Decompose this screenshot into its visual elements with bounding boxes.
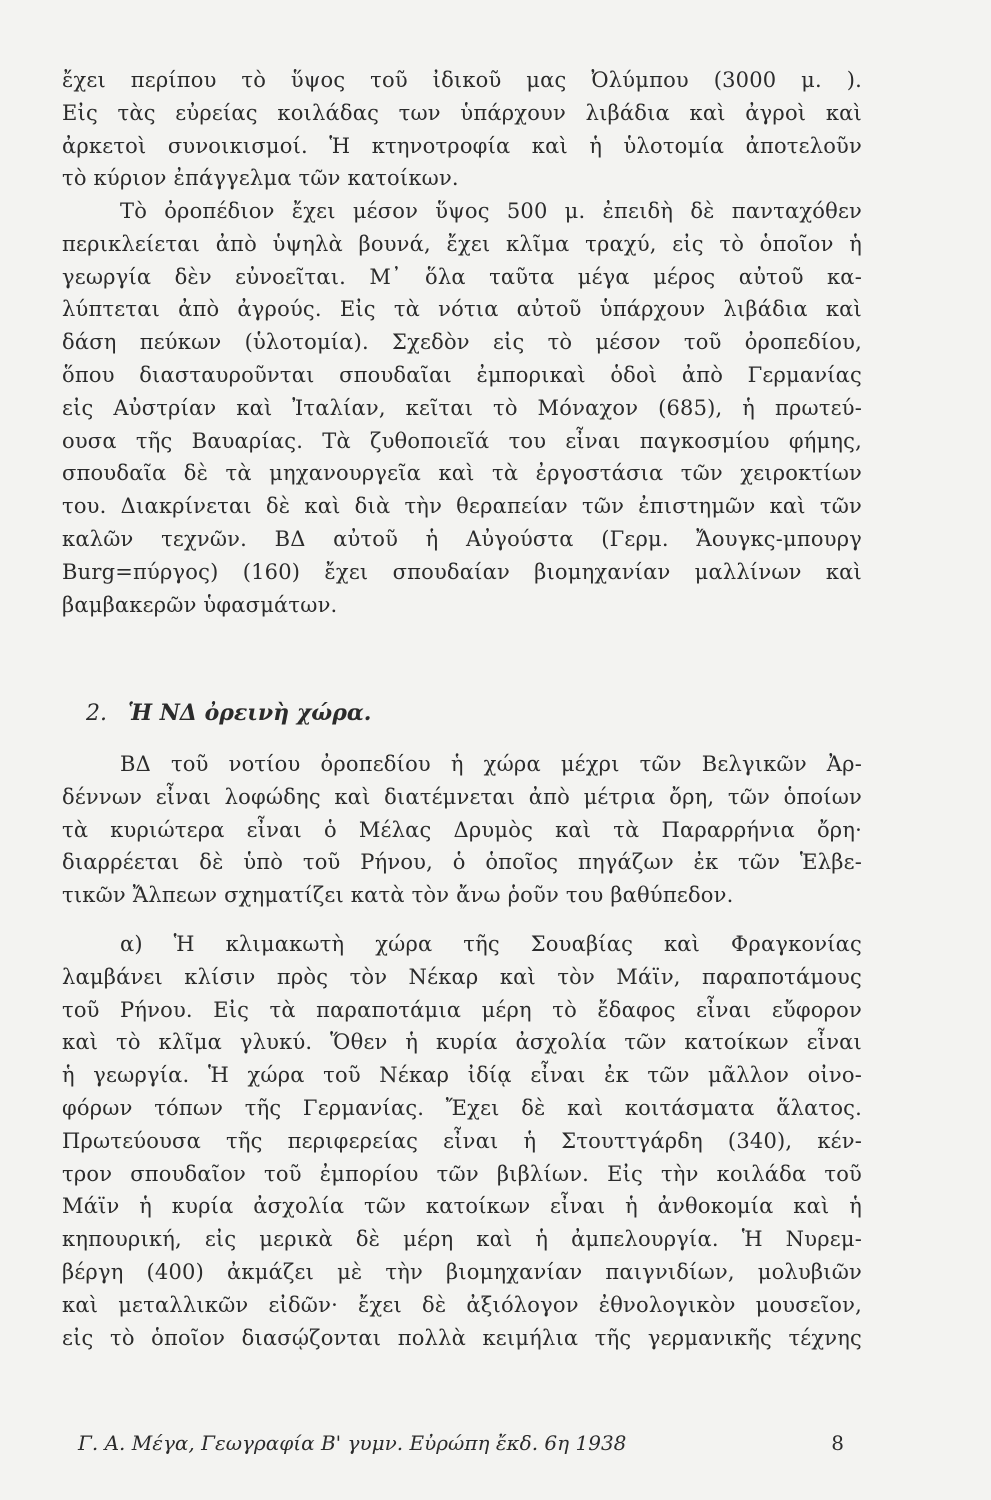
section-title: Ἡ ΝΔ ὀρεινὴ χώρα. [128, 700, 372, 726]
text-line: καὶ μεταλλικῶν εἰδῶν· ἔχει δὲ ἀξιόλογον ἐθνολογικὸν μουσεῖον, [62, 1292, 862, 1317]
text-line: εἰς Αὐστρίαν καὶ Ἰταλίαν, κεῖται τὸ Μόναχον (685), ἡ πρωτεύ- [62, 395, 862, 420]
paragraph-sw-region [62, 748, 862, 912]
text-line: καὶ τὸ κλῖμα γλυκύ. Ὅθεν ἡ κυρία ἀσχολία τῶν κατοίκων εἶναι [62, 1030, 862, 1055]
text-line: τρον σπουδαῖον τοῦ ἐμπορίου τῶν βιβλίων. Εἰς τὴν κοιλάδα τοῦ [62, 1161, 862, 1186]
text-line: λύπτεται ἀπὸ ἀγρούς. Εἰς τὰ νότια αὐτοῦ ὑπάρχουν λιβάδια καὶ [62, 297, 862, 322]
text-line: τὸ κύριον ἐπάγγελμα τῶν κατοίκων. [62, 166, 459, 191]
text-line: βέργη (400) ἀκμάζει μὲ τὴν βιομηχανίαν παιγνιδίων, μολυβιῶν [62, 1259, 862, 1284]
text-line: τὰ κυριώτερα εἶναι ὁ Μέλας Δρυμὸς καὶ τὰ Παραρρήνια ὄρη· [62, 817, 862, 842]
text-line: ἡ γεωργία. Ἡ χώρα τοῦ Νέκαρ ἰδίᾳ εἶναι ἐκ τῶν μᾶλλον οἰνο- [62, 1063, 862, 1088]
text-line: ἀρκετοὶ συνοικισμοί. Ἡ κτηνοτροφία καὶ ἡ ὑλοτομία ἀποτελοῦν [62, 133, 862, 158]
text-line: κηπουρική, εἰς μερικὰ δὲ μέρη καὶ ἡ ἀμπελουργία. Ἡ Νυρεμ- [62, 1227, 862, 1252]
text-line: διαρρέεται δὲ ὑπὸ τοῦ Ρήνου, ὁ ὁποῖος πηγάζων ἐκ τῶν Ἑλβε- [62, 850, 862, 875]
text-line: Πρωτεύουσα τῆς περιφερείας εἶναι ἡ Στουττγάρδη (340), κέν- [62, 1128, 862, 1153]
paragraph-swabia-franconia [62, 928, 862, 1354]
text-line: καλῶν τεχνῶν. ΒΔ αὐτοῦ ἡ Αὐγούστα (Γερμ. Ἄουγκς-μπουργ [62, 526, 862, 551]
text-line: σπουδαῖα δὲ τὰ μηχανουργεῖα καὶ τὰ ἐργοστάσια τῶν χειροκτίων [62, 461, 862, 486]
paragraph-continuation [62, 64, 862, 195]
page-footer [78, 1431, 844, 1455]
text-line: τικῶν Ἄλπεων σχηματίζει κατὰ τὸν ἄνω ῥοῦν του βαθύπεδον. [62, 883, 734, 908]
text-line: Εἰς τὰς εὐρείας κοιλάδας των ὑπάρχουν λιβάδια καὶ ἀγροὶ καὶ [62, 100, 862, 125]
text-line: περικλείεται ἀπὸ ὑψηλὰ βουνά, ἔχει κλῖμα τραχύ, εἰς τὸ ὁποῖον ἡ [62, 231, 862, 256]
text-line: ουσα τῆς Βαυαρίας. Τὰ ζυθοποιεῖά του εἶναι παγκοσμίου φήμης, [62, 428, 862, 453]
text-line: γεωργία δὲν εὐνοεῖται. Μ᾽ ὅλα ταῦτα μέγα μέρος αὐτοῦ κα- [62, 264, 862, 289]
text-line: ἔχει περίπου τὸ ὕψος τοῦ ἰδικοῦ μας Ὀλύμπου (3000 μ. ). [62, 68, 862, 92]
text-line: ὅπου διασταυροῦνται σπουδαῖαι ἐμπορικαὶ ὁδοὶ ἀπὸ Γερμανίας [62, 362, 862, 387]
text-line: Μάϊν ἡ κυρία ἀσχολία τῶν κατοίκων εἶναι ἡ ἀνθοκομία καὶ ἡ [62, 1194, 862, 1219]
text-line: τοῦ Ρήνου. Εἰς τὰ παραποτάμια μέρη τὸ ἔδαφος εἶναι εὔφορον [62, 997, 862, 1022]
text-line: ΒΔ τοῦ νοτίου ὀροπεδίου ἡ χώρα μέχρι τῶν Βελγικῶν Ἀρ- [120, 752, 862, 776]
text-line: δέννων εἶναι λοφώδης καὶ διατέμνεται ἀπὸ μέτρια ὄρη, τῶν ὁποίων [62, 784, 862, 809]
text-line: του. Διακρίνεται δὲ καὶ διὰ τὴν θεραπείαν τῶν ἐπιστημῶν καὶ τῶν [62, 494, 862, 519]
text-line: βαμβακερῶν ὑφασμάτων. [62, 592, 338, 617]
text-line: Burg=πύργος) (160) ἔχει σπουδαίαν βιομηχανίαν μαλλίνων καὶ [62, 559, 862, 584]
footer-citation: Γ. Α. Μέγα, Γεωγραφία Β' γυμν. Εὐρώπη ἔκδ. 6η 1938 [78, 1431, 627, 1455]
text-line: εἰς τὸ ὁποῖον διασῴζονται πολλὰ κειμήλια τῆς γερμανικῆς τέχνης [62, 1325, 862, 1350]
text-line: α) Ἡ κλιμακωτὴ χώρα τῆς Σουαβίας καὶ Φραγκονίας [120, 932, 862, 956]
text-line: φόρων τόπων τῆς Γερμανίας. Ἔχει δὲ καὶ κοιτάσματα ἅλατος. [62, 1095, 862, 1120]
section-heading [86, 700, 371, 726]
section-number: 2. [86, 701, 107, 726]
text-line: λαμβάνει κλίσιν πρὸς τὸν Νέκαρ καὶ τὸν Μάϊν, παραποτάμους [62, 964, 862, 989]
text-line: Τὸ ὀροπέδιον ἔχει μέσον ὕψος 500 μ. ἐπειδὴ δὲ πανταχόθεν [120, 199, 862, 223]
text-line: δάση πεύκων (ὑλοτομία). Σχεδὸν εἰς τὸ μέσον τοῦ ὀροπεδίου, [62, 330, 862, 355]
paragraph-plateau [62, 195, 862, 621]
page-number: 8 [831, 1431, 844, 1455]
